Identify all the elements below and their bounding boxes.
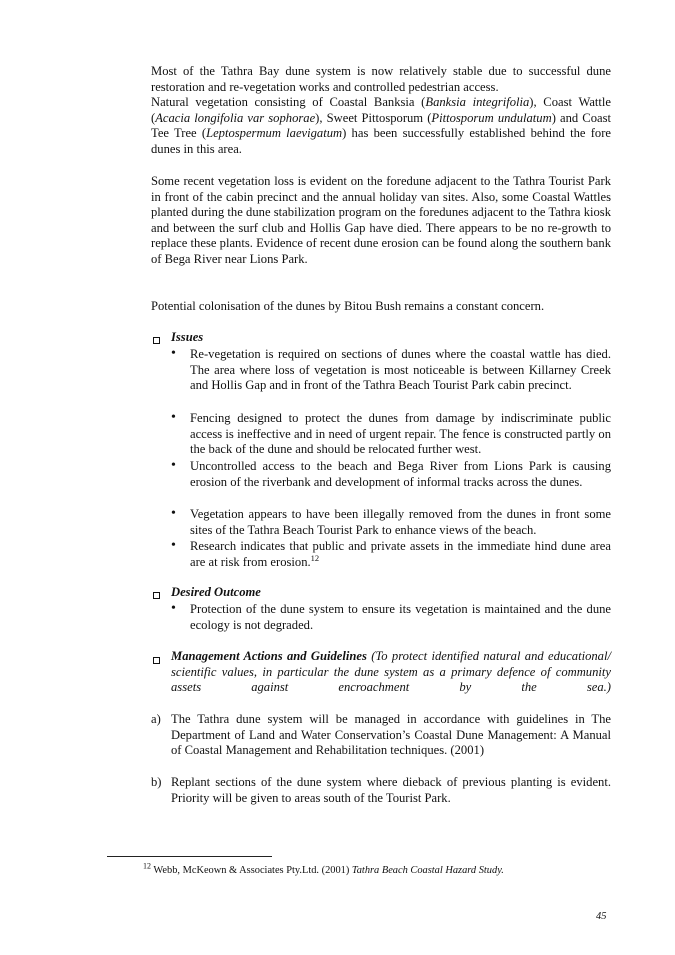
checkbox-square-icon [153,337,160,344]
species-name: Pittosporum undulatum [431,110,552,125]
species-name: Banksia integrifolia [425,95,530,110]
desired-outcome-item: Protection of the dune system to ensure its vegetation is maintained and the dune ecology is not degraded. [190,602,611,632]
text-run: ) has been successfully established behind the fore dunes in this area. [151,126,611,156]
issues-heading: Issues [171,330,204,344]
desired-outcome-heading: Desired Outcome [171,585,261,599]
footnote-reference: 12 [310,552,320,563]
issue-item: Fencing designed to protect the dunes from damage by indiscriminate public access is ineffective and in need of urgent repair. The fence is constructed partly on the back of the dune and should be relocated further west. [190,411,611,457]
paragraph-intro [151,64,611,158]
text-run: Natural vegetation consisting of Coastal Banksia ( [151,95,426,110]
checkbox-square-icon [153,657,160,664]
page-number: 45 [596,911,607,922]
bullet-icon: • [171,506,176,521]
text-run: ) and Coast Tee Tree ( [151,110,611,141]
management-action: Replant sections of the dune system where dieback of previous planting is evident. Priority will be given to areas south of the Tourist Park. [171,775,611,805]
bullet-icon: • [171,601,176,616]
list-marker: b) [151,775,162,789]
issue-text: Research indicates that public and private assets in the immediate hind dune area are at risk from erosion. [190,539,611,569]
footnote-title: Tathra Beach Coastal Hazard Study. [351,865,504,876]
issue-item: Uncontrolled access to the beach and Bega River from Lions Park is causing erosion of the riverbank and development of informal tracks across the dunes. [190,459,611,489]
management-subheading: (To protect identified natural and educational/ scientific values, in particular the dune system as a primary defence of community assets against encroachment by the sea.) [171,649,611,695]
footnote-text: Webb, McKeown & Associates Pty.Ltd. (2001) [153,865,352,876]
management-heading-line [171,649,611,696]
paragraph-bitou-bush: Potential colonisation of the dunes by Bitou Bush remains a constant concern. [151,299,545,313]
text-run: ), Coast Wattle ( [151,95,611,125]
issue-item: Re-vegetation is required on sections of dunes where the coastal wattle has died. The area where loss of vegetation is most noticeable is between Killarney Creek and Hollis Gap and in front of the Tathra Beach Tourist Park cabin precinct. [190,347,611,393]
bullet-icon: • [171,458,176,473]
management-heading: Management Actions and Guidelines [171,649,367,663]
species-name: Acacia longifolia var sophorae [155,110,316,125]
text-run: ), Sweet Pittosporum ( [315,110,432,125]
footnote-number: 12 [143,861,151,871]
footnote-separator [107,856,272,857]
management-action: The Tathra dune system will be managed in accordance with guidelines in The Department of Land and Water Conservation’s Coastal Dune Management: A Manual of Coastal Management and Rehabilitation techniques. (2001) [171,712,611,758]
footnote [143,861,504,877]
checkbox-square-icon [153,592,160,599]
paragraph-vegetation-loss: Some recent vegetation loss is evident on the foredune adjacent to the Tathra Tourist Park in front of the cabin precinct and the annual holiday van sites. Also, some Coastal Wattles planted during the dune stabilization program on the foredunes adjacent to the Tathra kiosk and between the surf club and Hollis Gap have died. There appears to be no re-growth to replace these plants. Evidence of recent dune erosion can be found along the southern bank of Bega River near Lions Park. [151,174,611,266]
intro-text: Most of the Tathra Bay dune system is now relatively stable due to successful dune restoration and re-vegetation works and controlled pedestrian access. [151,64,611,94]
bullet-icon: • [171,410,176,425]
bullet-icon: • [171,538,176,553]
species-name: Leptospermum laevigatum [206,126,343,141]
list-marker: a) [151,712,161,726]
issue-item: Vegetation appears to have been illegally removed from the dunes in front some sites of the Tathra Beach Tourist Park to enhance views of the beach. [190,507,611,537]
issue-item [190,539,611,570]
bullet-icon: • [171,346,176,361]
